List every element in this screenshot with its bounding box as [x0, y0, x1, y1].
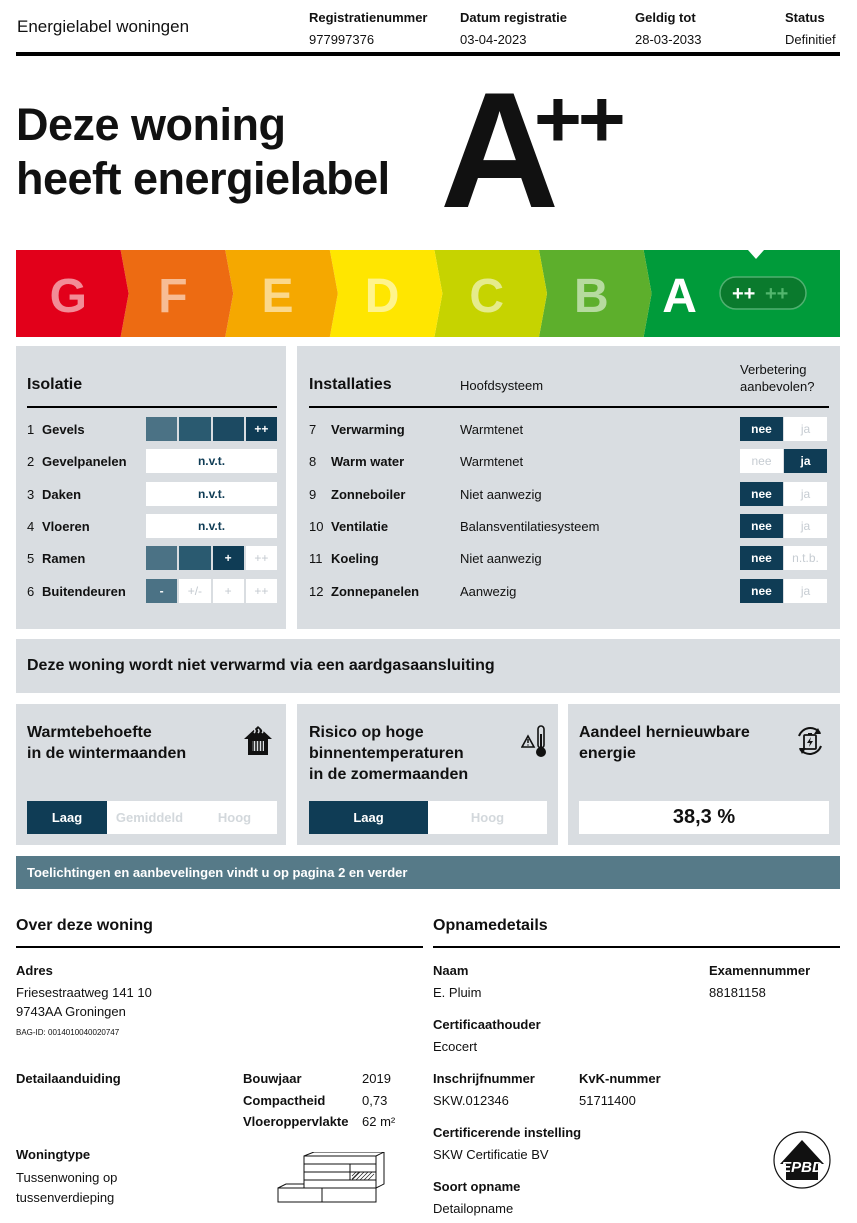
isolatie-title: Isolatie: [27, 376, 83, 393]
rating-segment: +: [213, 579, 244, 603]
row-number: 12: [309, 584, 324, 599]
isolatie-divider: [27, 406, 277, 408]
option-ja: ja: [784, 417, 827, 441]
energy-scale-graphic: [16, 250, 840, 337]
bouwjaar-label: Bouwjaar: [243, 1071, 302, 1086]
rating-segment: ++: [246, 546, 277, 570]
row-system: Warmtenet: [460, 454, 524, 469]
toelichting-strip: [16, 856, 840, 889]
status-label: Status: [785, 10, 825, 25]
row-number: 8: [309, 454, 317, 469]
gevelpanelen-value: n.v.t.: [146, 449, 277, 473]
adres-line-2: 9743AA Groningen: [16, 1004, 126, 1019]
row-label: Daken: [42, 487, 82, 502]
woning-section-title: Over deze woning: [16, 917, 153, 934]
gevels-rating-bar: [146, 417, 277, 441]
risico-title-line-2: binnentemperaturen: [309, 745, 464, 762]
woning-divider: [16, 946, 423, 948]
verbetering-header-line-2: aanbevolen?: [740, 379, 815, 394]
row-label: Zonneboiler: [331, 487, 406, 502]
valid-until-label: Geldig tot: [635, 10, 696, 25]
toelichting-text: Toelichtingen en aanbevelingen vindt u op pagina 2 en verder: [27, 865, 408, 880]
active-plus-text: ++: [732, 283, 756, 305]
certificaathouder-label: Certificaathouder: [433, 1017, 541, 1032]
registration-date: [460, 10, 567, 47]
house-heating-icon: [242, 724, 274, 758]
woningtype-line-2: tussenverdieping: [16, 1190, 115, 1205]
kvk-value: 51711400: [579, 1093, 636, 1108]
improvement-toggle: [740, 449, 827, 473]
hero-line-2: heeft energielabel: [16, 153, 390, 204]
option-laag: Laag: [309, 801, 428, 834]
option-nee: nee: [740, 449, 783, 473]
option-ja: ja: [784, 579, 827, 603]
registration-number: [309, 10, 427, 47]
certificerende-instelling-label: Certificerende instelling: [433, 1125, 582, 1140]
warmtebehoefte-toggle: [27, 801, 277, 834]
gas-notice-text: Deze woning wordt niet verwarmd via een aardgasaansluiting: [27, 657, 495, 674]
risico-toggle: [309, 801, 547, 834]
hernieuwbaar-title: [579, 722, 750, 764]
rating-segment: ++: [246, 579, 277, 603]
inactive-plus-text: ++: [765, 283, 789, 305]
header-divider: [16, 52, 840, 56]
row-system: Balansventilatiesysteem: [460, 519, 600, 534]
vloeroppervlakte-value: 62 m²: [362, 1114, 396, 1129]
row-number: 2: [27, 454, 35, 469]
row-number: 4: [27, 519, 35, 534]
soort-opname-value: Detailopname: [433, 1201, 514, 1216]
isolatie-panel: [16, 346, 286, 629]
hoofdsysteem-header: Hoofdsysteem: [460, 378, 544, 393]
scale-letter-c: C: [469, 270, 505, 323]
status: [785, 10, 836, 47]
daken-value: n.v.t.: [146, 482, 277, 506]
status-value: Definitief: [785, 32, 836, 47]
option-nee: nee: [740, 417, 783, 441]
row-label: Gevels: [42, 422, 85, 437]
rating-segment: [179, 546, 210, 570]
adres-label: Adres: [16, 963, 53, 978]
row-label: Zonnepanelen: [331, 584, 420, 599]
risico-panel: [297, 704, 558, 845]
rating-segment: [179, 417, 210, 441]
compactheid-value: 0,73: [362, 1093, 388, 1108]
valid-until: [635, 10, 702, 47]
option-nee: nee: [740, 546, 783, 570]
row-label: Koeling: [331, 551, 379, 566]
woningtype-line-1: Tussenwoning op: [16, 1170, 118, 1185]
improvement-toggle: [740, 579, 827, 603]
examennummer-value: 88181158: [709, 985, 766, 1000]
row-number: 1: [27, 422, 35, 437]
row-label: Ramen: [42, 551, 86, 566]
kvk-label: KvK-nummer: [579, 1071, 661, 1086]
risico-title-line-1: Risico op hoge: [309, 724, 424, 741]
warmtebehoefte-title-line-1: Warmtebehoefte: [27, 724, 152, 741]
hernieuwbaar-title-line-1: Aandeel hernieuwbare: [579, 724, 750, 741]
rating-segment: [213, 417, 244, 441]
risico-title: [309, 722, 468, 785]
hero-heading: [16, 98, 390, 206]
buitendeuren-rating-bar: [146, 579, 277, 603]
registration-number-value: 977997376: [309, 32, 375, 47]
risico-title-line-3: in de zomermaanden: [309, 766, 469, 783]
option-hoog: Hoog: [192, 801, 277, 834]
option-laag: Laag: [27, 801, 107, 834]
hernieuwbaar-title-line-2: energie: [579, 745, 636, 762]
option-gemiddeld: Gemiddeld: [107, 801, 192, 834]
option-nee: nee: [740, 579, 783, 603]
registration-number-label: Registratienummer: [309, 10, 428, 25]
installaties-divider: [309, 406, 829, 408]
scale-letter-g: G: [49, 270, 87, 323]
hernieuwbaar-value: 38,3 %: [579, 801, 829, 834]
detailaanduiding-label: Detailaanduiding: [16, 1071, 121, 1086]
energy-label-letter: A: [440, 58, 554, 242]
installaties-panel: [297, 346, 840, 629]
rating-segment: [146, 546, 177, 570]
row-system: Niet aanwezig: [460, 487, 542, 502]
certificerende-instelling-value: SKW Certificatie BV: [433, 1147, 549, 1162]
document-title: Energielabel woningen: [17, 17, 190, 36]
option-hoog: Hoog: [428, 801, 547, 834]
epbd-logo-icon: [770, 1128, 834, 1190]
naam-label: Naam: [433, 963, 469, 978]
row-label: Ventilatie: [331, 519, 389, 534]
rating-segment-active: -: [146, 579, 177, 603]
verbetering-header: [740, 361, 814, 395]
certificaathouder-value: Ecocert: [433, 1039, 478, 1054]
valid-until-value: 28-03-2033: [635, 32, 702, 47]
opname-divider: [433, 946, 840, 948]
option-nee: nee: [740, 482, 783, 506]
rating-segment: [146, 417, 177, 441]
row-system: Aanwezig: [460, 584, 517, 599]
ramen-rating-bar: [146, 546, 277, 570]
row-number: 11: [309, 551, 323, 566]
row-system: Niet aanwezig: [460, 551, 542, 566]
vloeroppervlakte-label: Vloeroppervlakte: [243, 1114, 349, 1129]
row-number: 10: [309, 519, 324, 534]
bouwjaar-value: 2019: [362, 1071, 391, 1086]
scale-letter-a: A: [662, 270, 697, 323]
compactheid-label: Compactheid: [243, 1093, 326, 1108]
row-label: Warm water: [331, 454, 405, 469]
option-ja: ja: [784, 449, 827, 473]
inschrijfnummer-label: Inschrijfnummer: [433, 1071, 535, 1086]
logo-text: EPBD: [781, 1159, 823, 1176]
scale-letter-e: E: [261, 270, 294, 323]
registration-date-value: 03-04-2023: [460, 32, 527, 47]
row-number: 7: [309, 422, 317, 437]
registration-date-label: Datum registratie: [460, 10, 567, 25]
hernieuwbaar-panel: [568, 704, 840, 845]
vloeren-value: n.v.t.: [146, 514, 277, 538]
improvement-toggle: [740, 482, 827, 506]
row-system: Warmtenet: [460, 422, 524, 437]
opname-section-title: Opnamedetails: [433, 917, 548, 934]
option-ja: n.t.b.: [784, 546, 827, 570]
soort-opname-label: Soort opname: [433, 1179, 521, 1194]
option-ja: ja: [784, 482, 827, 506]
row-number: 3: [27, 487, 35, 502]
rating-segment-active: ++: [246, 417, 277, 441]
energy-label-plus: ++: [534, 74, 622, 165]
warmtebehoefte-panel: [16, 704, 286, 845]
energy-label-scale: [16, 250, 840, 337]
adres-line-1: Friesestraatweg 141 10: [16, 985, 152, 1000]
improvement-toggle: [740, 514, 827, 538]
warmtebehoefte-title-line-2: in de wintermaanden: [27, 745, 187, 762]
row-number: 6: [27, 584, 35, 599]
gas-notice-panel: [16, 639, 840, 693]
row-number: 9: [309, 487, 317, 502]
option-ja: ja: [784, 514, 827, 538]
hero-line-1: Deze woning: [16, 99, 286, 150]
renewable-battery-icon: [792, 724, 828, 758]
scale-letter-b: B: [573, 270, 609, 323]
option-nee: nee: [740, 514, 783, 538]
inschrijfnummer-value: SKW.012346: [433, 1093, 509, 1108]
warmtebehoefte-title: [27, 722, 186, 764]
bag-id: BAG-ID: 0014010040020747: [16, 1028, 120, 1037]
row-label: Buitendeuren: [42, 584, 126, 599]
woningtype-label: Woningtype: [16, 1147, 91, 1162]
rating-segment: +/-: [179, 579, 210, 603]
row-label: Vloeren: [42, 519, 90, 534]
heat-warning-thermometer-icon: [521, 724, 549, 758]
installaties-title: Installaties: [309, 376, 392, 393]
row-label: Gevelpanelen: [42, 454, 127, 469]
scale-letter-f: F: [158, 270, 188, 323]
building-outline-icon: [276, 1152, 386, 1204]
naam-value: E. Pluim: [433, 985, 482, 1000]
examennummer-label: Examennummer: [709, 963, 811, 978]
row-number: 5: [27, 551, 35, 566]
rating-segment-active: +: [213, 546, 244, 570]
scale-letter-d: D: [364, 270, 400, 323]
verbetering-header-line-1: Verbetering: [740, 362, 807, 377]
improvement-toggle: [740, 417, 827, 441]
row-label: Verwarming: [331, 422, 405, 437]
improvement-toggle: [740, 546, 827, 570]
